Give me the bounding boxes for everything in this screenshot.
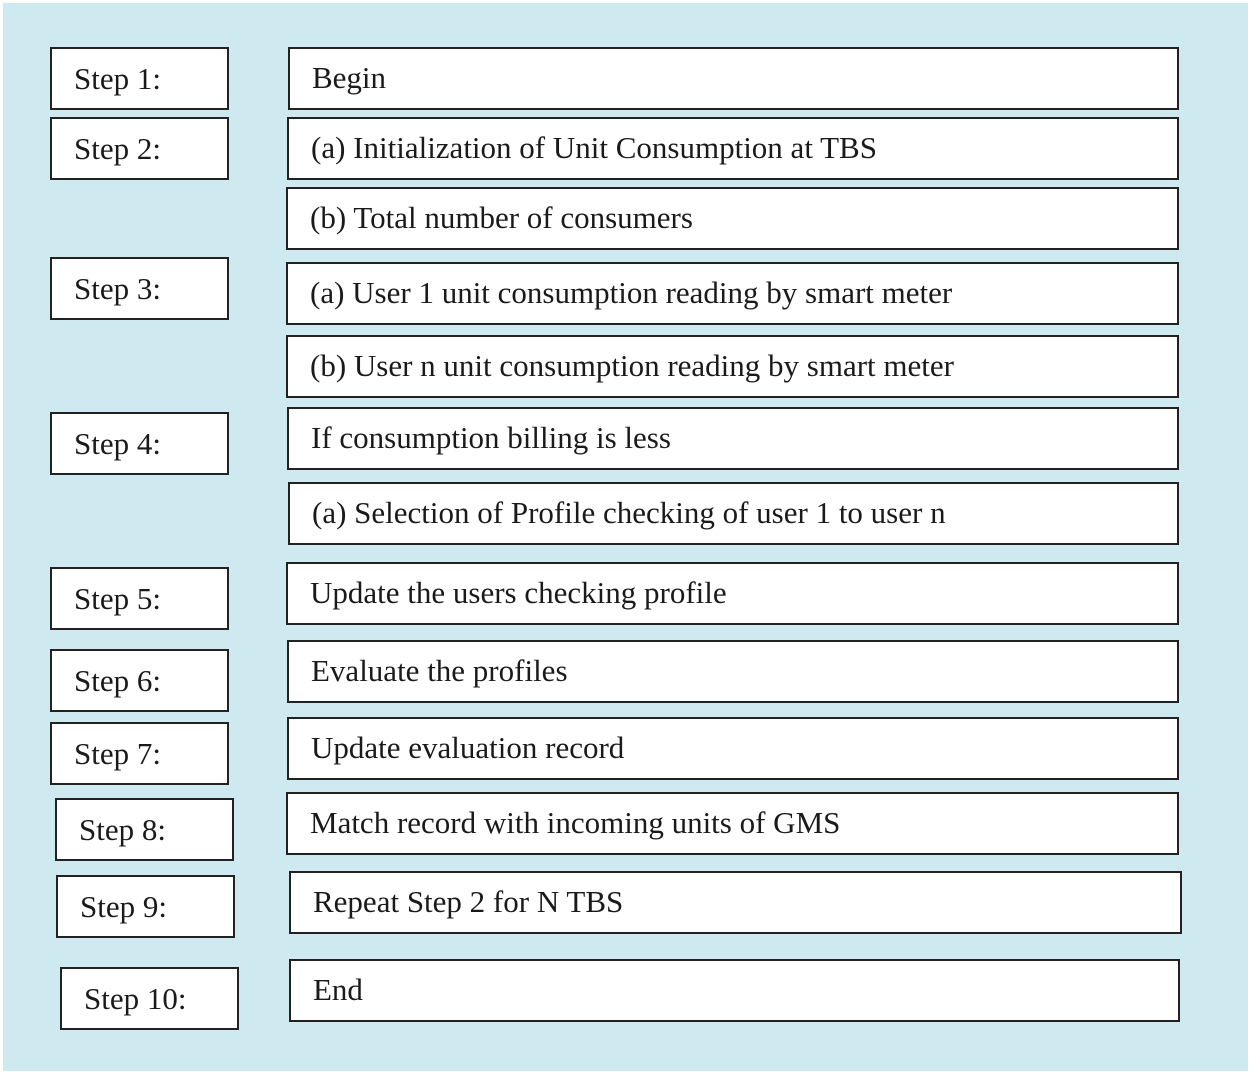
action-update-profile-text: Update the users checking profile: [310, 575, 727, 610]
step-6-label: [50, 649, 229, 712]
step-2-label-text: Step 2:: [74, 131, 161, 166]
action-repeat-step-text: Repeat Step 2 for N TBS: [313, 884, 624, 919]
action-user-1-reading: [286, 262, 1179, 325]
step-5-label: [50, 567, 229, 630]
action-user-n-reading: [286, 335, 1179, 398]
action-profile-selection-text: (a) Selection of Profile checking of user 1 to user n: [312, 495, 946, 530]
action-update-profile: [286, 562, 1179, 625]
algorithm-panel: [3, 3, 1248, 1071]
step-1-label-text: Step 1:: [74, 61, 161, 96]
step-4-label: [50, 412, 229, 475]
action-user-n-reading-text: (b) User n unit consumption reading by smart meter: [310, 348, 954, 383]
step-2-label: [50, 117, 229, 180]
action-match-record: [286, 792, 1179, 855]
action-begin-text: Begin: [312, 60, 387, 95]
step-3-label: [50, 257, 229, 320]
action-begin: [288, 47, 1179, 110]
step-7-label-text: Step 7:: [74, 736, 161, 771]
action-billing-check-text: If consumption billing is less: [311, 420, 671, 455]
step-4-label-text: Step 4:: [74, 426, 161, 461]
action-match-record-text: Match record with incoming units of GMS: [310, 805, 841, 840]
step-6-label-text: Step 6:: [74, 663, 161, 698]
action-end-text: End: [313, 972, 363, 1007]
action-total-consumers: [286, 187, 1179, 250]
step-7-label: [50, 722, 229, 785]
action-init-unit-consumption: [287, 117, 1179, 180]
action-profile-selection: [288, 482, 1179, 545]
action-repeat-step: [289, 871, 1182, 934]
step-5-label-text: Step 5:: [74, 581, 161, 616]
step-8-label-text: Step 8:: [79, 812, 166, 847]
action-update-record-text: Update evaluation record: [311, 730, 625, 765]
action-total-consumers-text: (b) Total number of consumers: [310, 200, 693, 235]
step-3-label-text: Step 3:: [74, 271, 161, 306]
step-9-label: [56, 875, 235, 938]
step-10-label-text: Step 10:: [84, 981, 187, 1016]
action-end: [289, 959, 1180, 1022]
action-init-unit-consumption-text: (a) Initialization of Unit Consumption at TBS: [311, 130, 877, 165]
action-evaluate-profiles: [287, 640, 1179, 703]
action-update-record: [287, 717, 1179, 780]
step-1-label: [50, 47, 229, 110]
action-evaluate-profiles-text: Evaluate the profiles: [311, 653, 568, 688]
action-billing-check: [287, 407, 1179, 470]
action-user-1-reading-text: (a) User 1 unit consumption reading by smart meter: [310, 275, 953, 310]
step-8-label: [55, 798, 234, 861]
step-10-label: [60, 967, 239, 1030]
step-9-label-text: Step 9:: [80, 889, 167, 924]
